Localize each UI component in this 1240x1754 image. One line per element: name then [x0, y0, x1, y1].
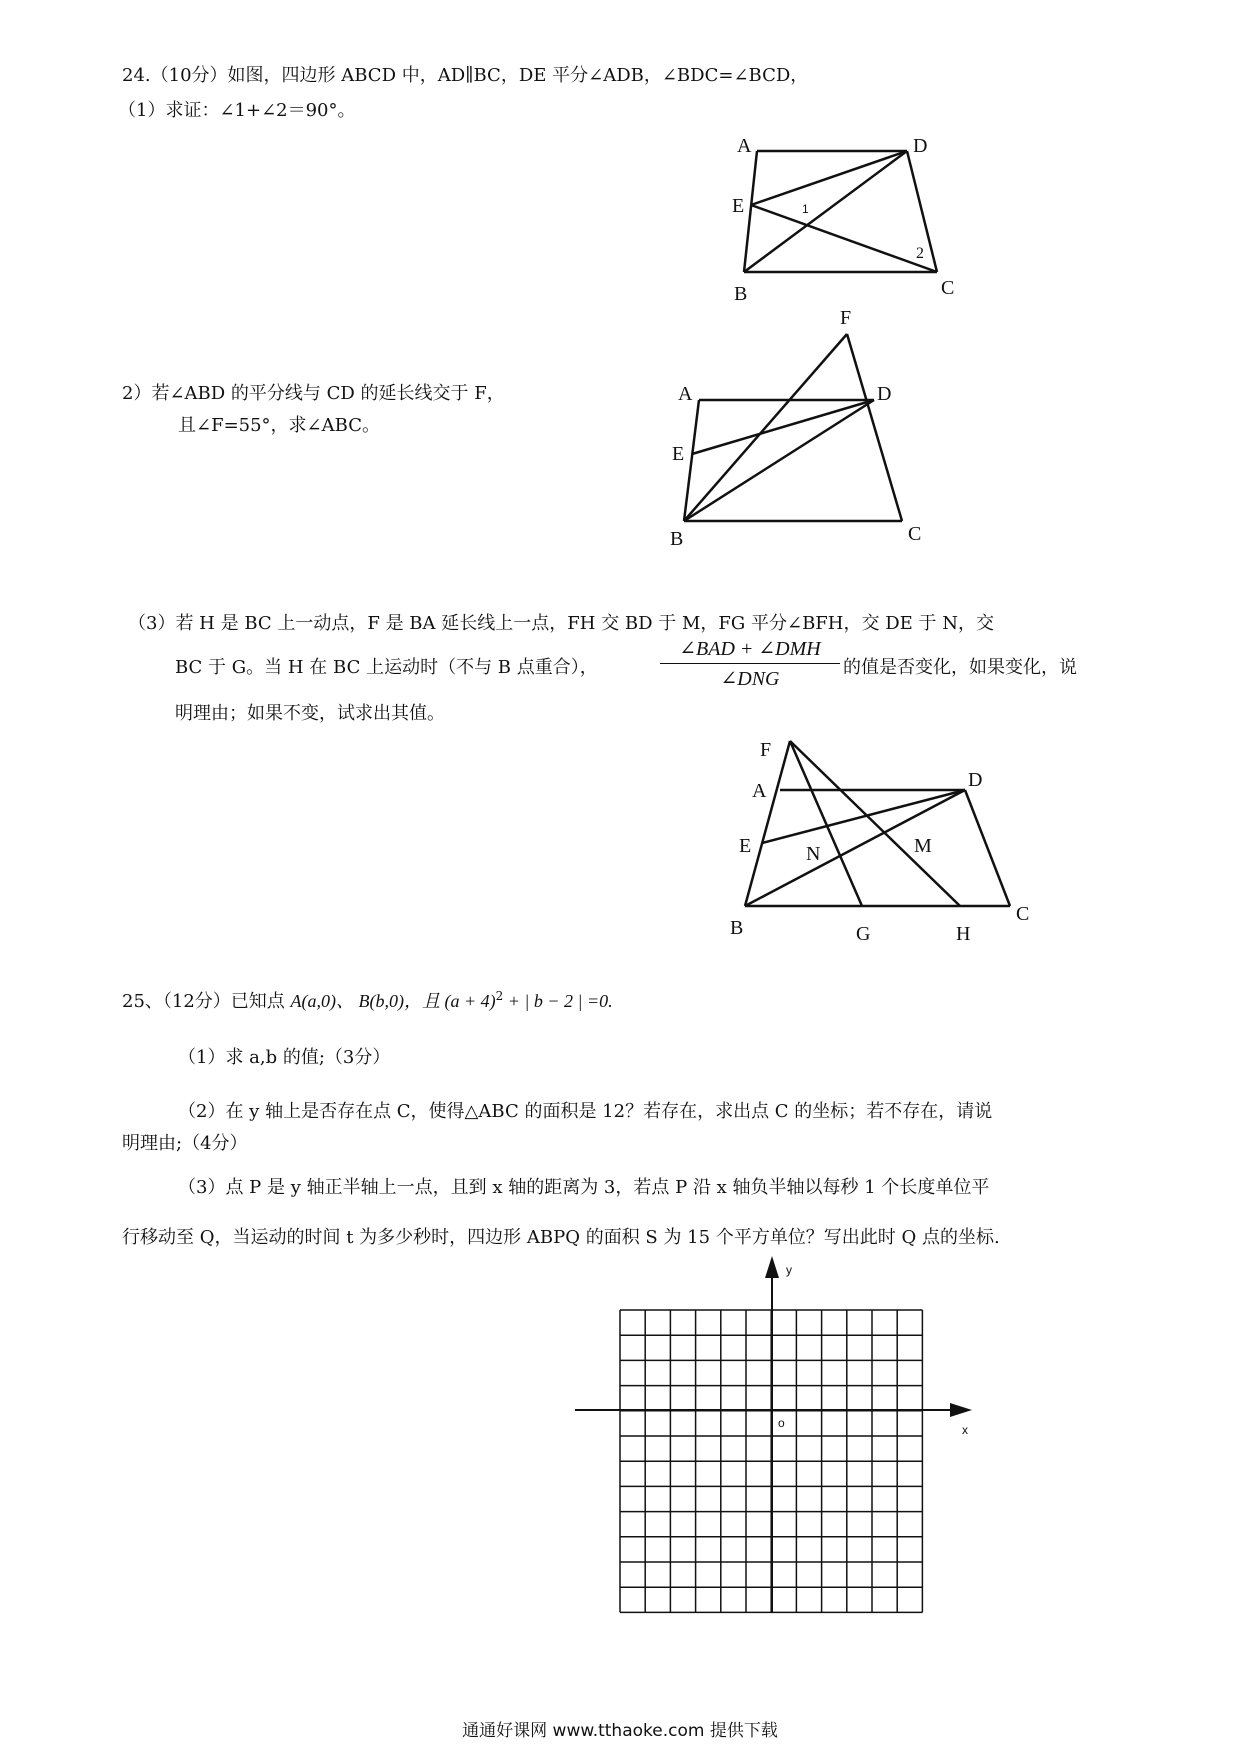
fig2-label-f: F — [840, 307, 852, 329]
q25-part3-line1: （3）点 P 是 y 轴正半轴上一点，且到 x 轴的距离为 3，若点 P 沿 x 轴负半轴以每秒 1 个长度单位平 — [178, 1177, 990, 1198]
fig3-label-g: G — [856, 923, 871, 945]
fig2-line-db — [684, 400, 874, 521]
fig2-label-c: C — [908, 523, 922, 545]
x-axis-arrow-icon — [950, 1403, 972, 1417]
fig3-line-de — [762, 790, 965, 843]
fig2-line-fb — [684, 334, 847, 521]
fig1-label-d: D — [913, 135, 928, 157]
fig1-angle-2: 2 — [916, 245, 924, 262]
figure-1 — [744, 151, 937, 272]
q24-intro: 24.（10分）如图，四边形 ABCD 中，AD∥BC，DE 平分∠ADB，∠BDC=∠BCD， — [122, 65, 809, 86]
figure-2 — [684, 334, 902, 521]
fig3-label-h: H — [956, 923, 971, 945]
y-axis-label: y — [786, 1263, 792, 1277]
fraction-numerator: ∠BAD + ∠DMH — [660, 636, 840, 664]
q25-part2-line1: （2）在 y 轴上是否存在点 C，使得△ABC 的面积是 12？若存在，求出点 C 的坐标；若不存在，请说 — [178, 1101, 993, 1122]
fig2-label-a: A — [678, 383, 693, 405]
q24-part1: （1）求证：∠1+∠2＝90°。 — [118, 100, 356, 121]
fig1-angle-1: 1 — [802, 202, 809, 216]
fig3-line-dc — [965, 790, 1010, 906]
q25-intro-sup: 2 — [495, 989, 504, 1003]
origin-label: o — [778, 1416, 785, 1430]
fig3-label-b: B — [730, 917, 744, 939]
fig3-label-m: M — [914, 835, 932, 857]
fig1-line-ec — [751, 205, 937, 272]
fig1-line-ab — [744, 151, 757, 272]
fig3-label-e: E — [739, 835, 752, 857]
q25-intro-c: + | b − 2 | =0. — [503, 991, 613, 1011]
q25-intro-b: A(a,0)、 B(b,0)，且 (a + 4) — [290, 991, 496, 1011]
fig1-label-a: A — [737, 135, 752, 157]
q25-part3-line2: 行移动至 Q，当运动的时间 t 为多少秒时，四边形 ABPQ 的面积 S 为 15 个平方单位？写出此时 Q 点的坐标. — [122, 1227, 1000, 1248]
fig3-label-n: N — [806, 843, 821, 865]
q25-intro-a: 25、（12分）已知点 — [122, 991, 291, 1012]
fig1-line-de — [751, 151, 907, 205]
x-axis-label: x — [962, 1423, 968, 1437]
q24-part3-line2a: BC 于 G。当 H 在 BC 上运动时（不与 B 点重合）， — [175, 657, 598, 678]
fig3-label-f: F — [760, 739, 772, 761]
fig2-line-fc — [847, 334, 902, 521]
footer: 通通好课网 www.tthaoke.com 提供下载 — [462, 1721, 778, 1741]
q25-part1: （1）求 a,b 的值;（3分） — [178, 1047, 391, 1068]
fig2-line-ab — [684, 400, 699, 521]
q24-part3-line3: 明理由；如果不变，试求出其值。 — [175, 703, 445, 724]
fig3-label-c: C — [1016, 903, 1030, 925]
fig2-label-b: B — [670, 528, 684, 550]
fig3-line-fh — [790, 741, 960, 906]
q24-part2-line1: 2）若∠ABD 的平分线与 CD 的延长线交于 F， — [122, 383, 505, 404]
fig2-label-d: D — [877, 383, 892, 405]
y-axis-arrow-icon — [765, 1256, 779, 1278]
figure-3 — [745, 741, 1010, 906]
q24-part2-line2: 且∠F=55°，求∠ABC。 — [178, 415, 380, 436]
q24-part3-line1: （3）若 H 是 BC 上一动点，F 是 BA 延长线上一点，FH 交 BD 于 M，FG 平分∠BFH，交 DE 于 N，交 — [128, 613, 994, 634]
q24-part3-line2b: 的值是否变化，如果变化，说 — [843, 657, 1077, 678]
fig1-label-c: C — [941, 277, 955, 299]
coordinate-axes — [575, 1262, 960, 1612]
fig3-label-a: A — [752, 780, 767, 802]
fig1-label-e: E — [732, 195, 745, 217]
fig3-line-fg — [790, 741, 862, 906]
fig2-label-e: E — [672, 443, 685, 465]
fig3-line-fb — [745, 741, 790, 906]
fig3-label-d: D — [968, 769, 983, 791]
fig1-label-b: B — [734, 283, 748, 305]
fraction-denominator: ∠DNG — [720, 668, 780, 690]
q25-part2-line2: 明理由;（4分） — [122, 1133, 248, 1154]
